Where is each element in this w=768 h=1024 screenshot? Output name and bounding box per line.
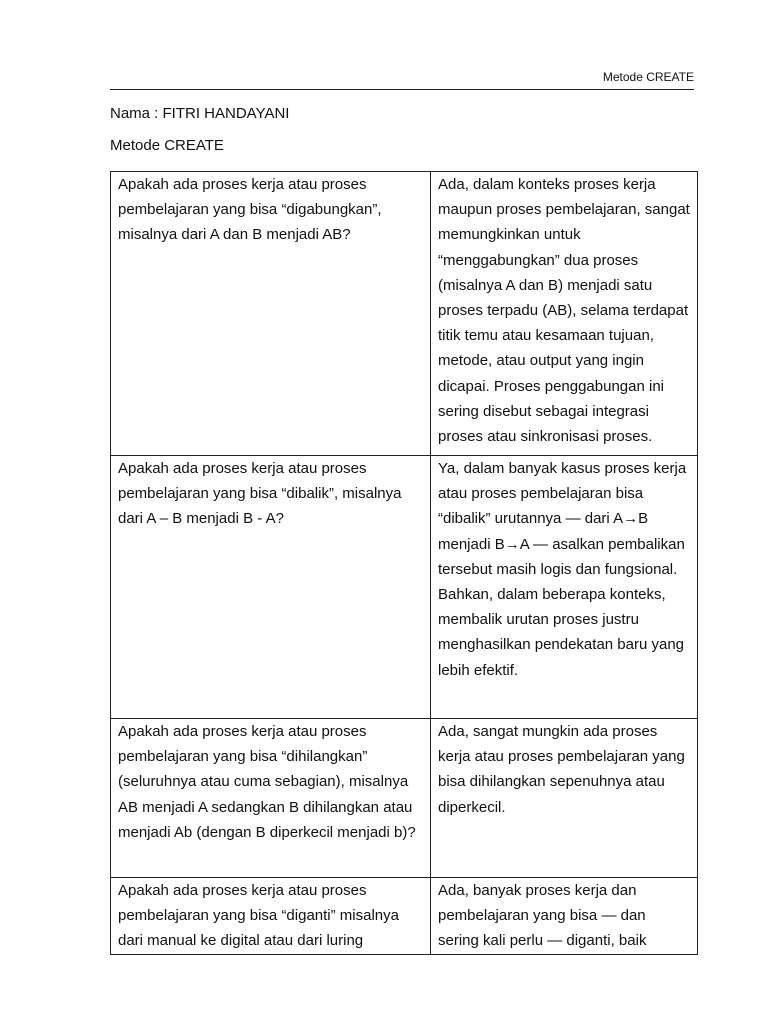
student-name: Nama : FITRI HANDAYANI [110,105,290,122]
question-text: Apakah ada proses kerja atau proses pembelajaran yang bisa “dihilangkan” (seluruhnya atau cuma sebagian), misalnya AB menjadi A sedangkan B dihilangkan atau menjadi Ab (dengan B diperkecil menjadi b)? [118,723,416,841]
question-text: Apakah ada proses kerja atau proses pembelajaran yang bisa “diganti” misalnya dari manual ke digital atau dari luring [118,882,399,950]
answer-cell [431,878,698,955]
answer-text: Ada, banyak proses kerja dan pembelajaran yang bisa — dan sering kali perlu — diganti, baik [438,882,647,950]
question-cell [111,878,431,955]
table-row [111,719,698,878]
running-title: Metode CREATE [602,70,694,84]
qa-table [110,171,698,955]
answer-text: Ya, dalam banyak kasus proses kerja atau proses pembelajaran bisa “dibalik” urutannya — dari A→B menjadi B→A — asalkan pembalikan tersebut masih logis dan fungsional. Bahkan, dalam beberapa konteks, membalik urutan proses justru menghasilkan pendekatan baru yang lebih efektif. [438,460,687,679]
method-title: Metode CREATE [110,137,224,154]
answer-text: Ada, sangat mungkin ada proses kerja atau proses pembelajaran yang bisa dihilangkan sepenuhnya atau diperkecil. [438,723,685,816]
answer-cell [431,719,698,878]
page-header [110,70,694,90]
question-text: Apakah ada proses kerja atau proses pembelajaran yang bisa “digabungkan”, misalnya dari A dan B menjadi AB? [118,176,382,244]
question-cell [111,172,431,456]
table-row [111,878,698,955]
table-row [111,172,698,456]
answer-text: Ada, dalam konteks proses kerja maupun proses pembelajaran, sangat memungkinkan untuk “menggabungkan” dua proses (misalnya A dan B) menjadi satu proses terpadu (AB), selama terdapat titik temu atau kesamaan tujuan, metode, atau output yang ingin dicapai. Proses penggabungan ini sering disebut sebagai integrasi proses atau sinkronisasi proses. [438,176,690,446]
question-cell [111,456,431,719]
question-cell [111,719,431,878]
question-text: Apakah ada proses kerja atau proses pembelajaran yang bisa “dibalik”, misalnya dari A – B menjadi B - A? [118,460,402,528]
answer-cell [431,456,698,719]
answer-cell [431,172,698,456]
table-row [111,456,698,719]
